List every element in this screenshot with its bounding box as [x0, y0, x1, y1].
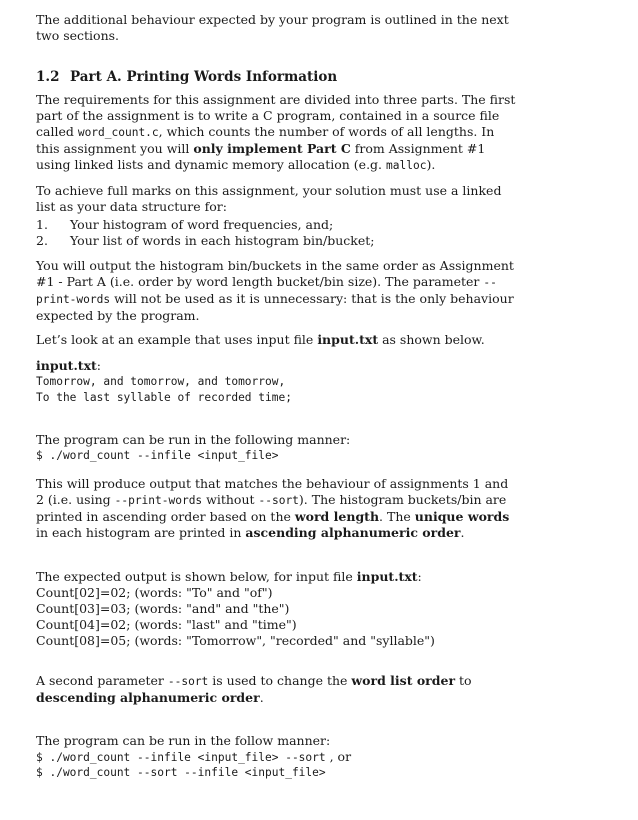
intro-paragraph: The additional behaviour expected by your program is outlined in the next two sections. — [36, 12, 509, 43]
output-order-paragraph: You will output the histogram bin/buckets in the same order as Assignment #1 - Part A (i.e. order by word length bucket/bin size). The parameter --print-words will not be used as it is unnecessary: that is the only behaviour expected by the program. — [36, 258, 514, 323]
example-intro: Let’s look at an example that uses input file input.txt as shown below. — [36, 332, 485, 347]
input-file-label: input.txt: — [36, 358, 102, 373]
section-title: Part A. Printing Words Information — [70, 69, 338, 85]
input-file-block — [36, 358, 520, 405]
malloc-code: malloc — [386, 159, 427, 172]
list-item: 1. Your histogram of word frequencies, and; — [36, 217, 334, 232]
requirements-list — [36, 217, 520, 249]
requirements-paragraph: The requirements for this assignment are divided into three parts. The first part of the assignment is to write a C program, contained in a source file called word_count.c, which counts the number of words of all lengths. In this assignment you will only implement Part C from Assignment #1 using linked lists and dynamic memory allocation (e.g. malloc). — [36, 92, 516, 172]
input-file-name: input.txt — [317, 332, 379, 347]
sort-parameter-paragraph: A second parameter --sort is used to change the word list order to descending alphanumeric order. — [36, 672, 472, 705]
behaviour-paragraph: This will produce output that matches the behaviour of assignments 1 and 2 (i.e. using --print-words without --sort). The histogram buckets/bin are printed in ascending order based on the word length. The unique words in each histogram are printed in ascending alphanumeric order. — [36, 475, 510, 540]
run-instructions-2: The program can be run in the follow manner: — [36, 732, 331, 748]
output-line: Count[02]=02; (words: "To" and "of") — [36, 584, 273, 600]
linked-list-paragraph: To achieve full marks on this assignment, your solution must use a linked list as your data structure for: — [36, 183, 502, 214]
run-instructions-1: The program can be run in the following manner: — [36, 432, 351, 447]
filename-code: word_count.c — [77, 126, 159, 139]
input-line-1: Tomorrow, and tomorrow, and tomorrow, — [36, 375, 286, 388]
print-words-option: --print-words — [36, 276, 497, 306]
document-page — [36, 12, 520, 781]
list-item: 2. Your list of words in each histogram bin/bucket; — [36, 233, 375, 248]
command-line-3: $ ./word_count --sort --infile <input_file> — [36, 766, 326, 779]
output-line: Count[04]=02; (words: "last" and "time") — [36, 616, 297, 632]
command-line-2: $ ./word_count --infile <input_file> --sort , or — [36, 748, 352, 764]
command-line-1: $ ./word_count --infile <input_file> — [36, 449, 279, 462]
emphasis-only-implement: only implement Part C — [193, 141, 351, 156]
expected-output-block — [36, 585, 520, 649]
input-line-2: To the last syllable of recorded time; — [36, 390, 292, 404]
section-number: 1.2 — [36, 69, 60, 85]
expected-output-intro: The expected output is shown below, for input file input.txt: — [36, 568, 422, 584]
output-line: Count[08]=05; (words: "Tomorrow", "recorded" and "syllable") — [36, 632, 435, 648]
output-line: Count[03]=03; (words: "and" and "the") — [36, 600, 290, 616]
section-heading — [36, 68, 520, 86]
